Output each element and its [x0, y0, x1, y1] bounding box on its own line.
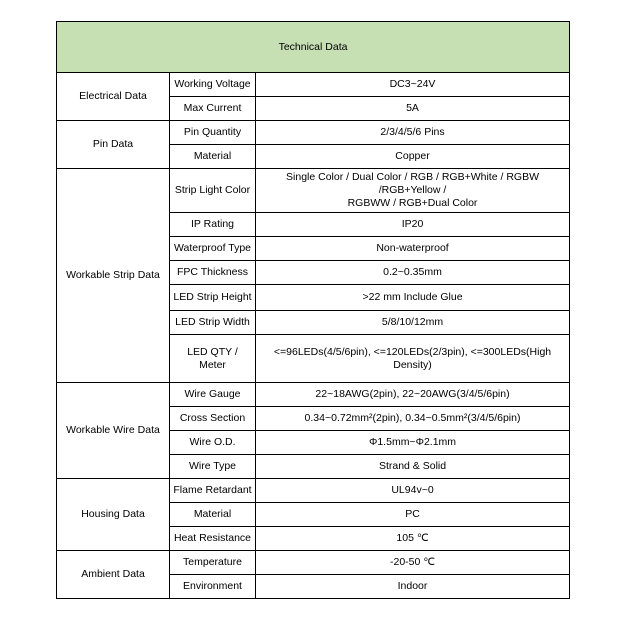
value-pin-quantity: 2/3/4/5/6 Pins	[256, 121, 570, 145]
param-pin-quantity: Pin Quantity	[170, 121, 256, 145]
param-housing-material: Material	[170, 503, 256, 527]
param-led-strip-height: LED Strip Height	[170, 285, 256, 311]
param-led-qty-line1: LED QTY /	[187, 345, 238, 358]
param-strip-light-color: Strip Light Color	[170, 169, 256, 213]
param-wire-gauge: Wire Gauge	[170, 383, 256, 407]
value-wire-od: Φ1.5mm~Φ2.1mm	[256, 431, 570, 455]
param-wire-type: Wire Type	[170, 455, 256, 479]
value-strip-light-color-line1: Single Color / Dual Color / RGB / RGB+White / RGBW /RGB+Yellow /	[286, 171, 539, 196]
value-flame-retardant: UL94v~0	[256, 479, 570, 503]
param-max-current: Max Current	[170, 97, 256, 121]
param-heat-resistance: Heat Resistance	[170, 527, 256, 551]
param-led-qty	[170, 335, 256, 383]
category-ambient: Ambient Data	[57, 551, 170, 599]
value-pin-material: Copper	[256, 145, 570, 169]
value-led-strip-width: 5/8/10/12mm	[256, 311, 570, 335]
value-strip-light-color-line2: RGBWW / RGB+Dual Color	[347, 197, 478, 209]
category-wire: Workable Wire Data	[57, 383, 170, 479]
value-ip-rating: IP20	[256, 213, 570, 237]
value-led-qty: <=96LEDs(4/5/6pin), <=120LEDs(2/3pin), <=300LEDs(High Density)	[256, 335, 570, 383]
value-temperature: -20-50 ℃	[256, 551, 570, 575]
param-fpc-thickness: FPC Thickness	[170, 261, 256, 285]
value-led-strip-height: >22 mm Include Glue	[256, 285, 570, 311]
value-strip-light-color	[256, 169, 570, 213]
value-fpc-thickness: 0.2~0.35mm	[256, 261, 570, 285]
category-housing: Housing Data	[57, 479, 170, 551]
param-environment: Environment	[170, 575, 256, 599]
value-cross-section: 0.34~0.72mm²(2pin), 0.34~0.5mm²(3/4/5/6pin)	[256, 407, 570, 431]
table-title: Technical Data	[57, 22, 570, 73]
param-flame-retardant: Flame Retardant	[170, 479, 256, 503]
value-housing-material: PC	[256, 503, 570, 527]
value-max-current: 5A	[256, 97, 570, 121]
param-waterproof-type: Waterproof Type	[170, 237, 256, 261]
value-environment: Indoor	[256, 575, 570, 599]
param-pin-material: Material	[170, 145, 256, 169]
category-pin: Pin Data	[57, 121, 170, 169]
param-led-qty-line2: Meter	[199, 358, 226, 371]
category-strip: Workable Strip Data	[57, 169, 170, 383]
value-working-voltage: DC3~24V	[256, 73, 570, 97]
value-heat-resistance: 105 ℃	[256, 527, 570, 551]
category-electrical: Electrical Data	[57, 73, 170, 121]
technical-data-table	[56, 21, 570, 599]
value-waterproof-type: Non-waterproof	[256, 237, 570, 261]
param-wire-od: Wire O.D.	[170, 431, 256, 455]
param-cross-section: Cross Section	[170, 407, 256, 431]
param-led-strip-width: LED Strip Width	[170, 311, 256, 335]
param-temperature: Temperature	[170, 551, 256, 575]
value-wire-gauge: 22~18AWG(2pin), 22~20AWG(3/4/5/6pin)	[256, 383, 570, 407]
param-working-voltage: Working Voltage	[170, 73, 256, 97]
value-wire-type: Strand & Solid	[256, 455, 570, 479]
param-ip-rating: IP Rating	[170, 213, 256, 237]
